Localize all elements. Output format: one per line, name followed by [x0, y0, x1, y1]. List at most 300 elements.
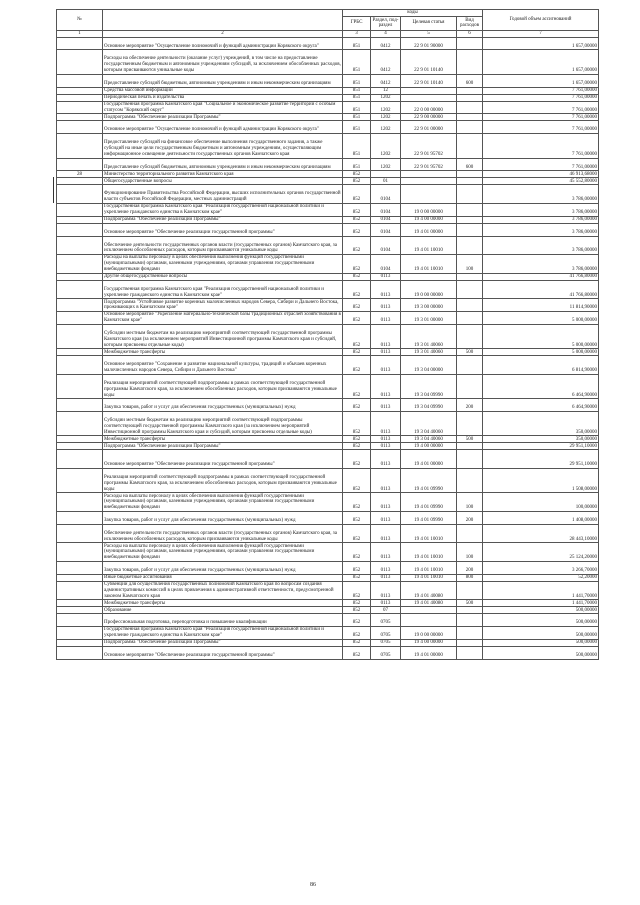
row-target-article: 19 4 00 00000 [401, 443, 457, 450]
row-target-article: 19 4 00 00000 [401, 216, 457, 223]
row-amount: 1 657,00000 [483, 74, 599, 87]
row-expense-type [457, 412, 483, 436]
row-grbs: 851 [343, 121, 371, 134]
row-name: Расходы на выплаты персоналу в целях обеспечения выполнения функций государственными (муниципальными) органами, казенными учреждениями, органами управления государственными внебюджетными фондами [103, 493, 343, 512]
table-row [57, 469, 599, 493]
row-expense-type [457, 101, 483, 114]
row-grbs: 852 [343, 399, 371, 412]
row-expense-type [457, 185, 483, 204]
row-target-article: 19 0 00 00000 [401, 280, 457, 299]
row-target-article: 22 0 00 00000 [401, 101, 457, 114]
row-target-article: 22 9 01 95702 [401, 134, 457, 158]
row-amount: 5 000,00000 [483, 324, 599, 348]
row-target-article: 22 9 00 00000 [401, 114, 457, 121]
row-number [57, 216, 103, 223]
row-name: Функционирование Правительства Российской Федерации, высших исполнительных органов государственной власти субъектов Российской Федерации, местных администраций [103, 185, 343, 204]
row-target-article [401, 607, 457, 614]
table-row [57, 114, 599, 121]
row-amount: 500,00000 [483, 607, 599, 614]
row-section: 0113 [371, 493, 401, 512]
row-name: Предоставление субсидий бюджетным, автономным учреждениям и иным некоммерческим организациям [103, 74, 343, 87]
row-name: Закупка товаров, работ и услуг для обеспечения государственных (муниципальных) нужд [103, 399, 343, 412]
header-index: 3 [343, 30, 371, 37]
table-row [57, 512, 599, 525]
row-grbs: 852 [343, 412, 371, 436]
row-grbs: 851 [343, 50, 371, 74]
table-row [57, 581, 599, 600]
row-section: 0104 [371, 216, 401, 223]
row-section: 0113 [371, 299, 401, 312]
row-section: 0113 [371, 312, 401, 325]
table-row [57, 374, 599, 398]
row-amount: 41 766,80000 [483, 273, 599, 280]
row-target-article: 19 3 04 00000 [401, 356, 457, 375]
row-expense-type [457, 273, 483, 280]
row-section: 0113 [371, 450, 401, 469]
table-row [57, 236, 599, 255]
row-expense-type [457, 443, 483, 450]
header-name [103, 10, 343, 31]
table-row [57, 524, 599, 543]
row-expense-type [457, 87, 483, 94]
row-grbs: 852 [343, 436, 371, 443]
row-expense-type [457, 524, 483, 543]
row-grbs: 852 [343, 356, 371, 375]
row-expense-type [457, 324, 483, 348]
row-section: 0113 [371, 349, 401, 356]
row-target-article: 19 3 01 40060 [401, 324, 457, 348]
header-index: 1 [57, 30, 103, 37]
row-section: 01 [371, 178, 401, 185]
header-index: 5 [401, 30, 457, 37]
row-grbs: 852 [343, 299, 371, 312]
row-expense-type [457, 640, 483, 647]
row-expense-type: 600 [457, 158, 483, 171]
row-number [57, 469, 103, 493]
row-number [57, 121, 103, 134]
row-target-article: 19 4 01 10010 [401, 236, 457, 255]
header-target: Целевая статья [401, 16, 457, 30]
row-expense-type: 500 [457, 349, 483, 356]
row-number [57, 356, 103, 375]
row-section: 0113 [371, 469, 401, 493]
row-amount: 46 913,68000 [483, 171, 599, 178]
row-expense-type: 200 [457, 562, 483, 575]
table-row [57, 94, 599, 101]
row-grbs: 852 [343, 203, 371, 216]
row-name: Расходы на выплаты персоналу в целях обеспечения выполнения функций государственными (муниципальными) органами, казенными учреждениями, органами управления государственными внебюджетными фондами [103, 255, 343, 274]
row-expense-type [457, 121, 483, 134]
row-section: 0113 [371, 600, 401, 607]
row-section: 1202 [371, 134, 401, 158]
row-expense-type [457, 94, 483, 101]
page-number: 86 [310, 882, 316, 888]
row-section: 0104 [371, 236, 401, 255]
row-amount: 28 443,10000 [483, 524, 599, 543]
table-row [57, 543, 599, 562]
table-body [57, 37, 599, 659]
row-grbs: 852 [343, 581, 371, 600]
row-number [57, 607, 103, 614]
table-row [57, 312, 599, 325]
row-amount: 6 814,90000 [483, 356, 599, 375]
row-amount: 1 441,70000 [483, 600, 599, 607]
row-grbs: 852 [343, 543, 371, 562]
row-number [57, 94, 103, 101]
row-grbs: 852 [343, 469, 371, 493]
row-target-article: 19 3 04 09990 [401, 374, 457, 398]
row-name: Периодическая печать и издательства [103, 94, 343, 101]
row-amount: 500,00000 [483, 627, 599, 640]
row-name: Подпрограмма "Обеспечение реализации Программы" [103, 443, 343, 450]
row-target-article: 19 4 01 10010 [401, 574, 457, 581]
row-expense-type [457, 647, 483, 660]
row-section: 0104 [371, 255, 401, 274]
row-target-article: 19 3 01 00000 [401, 312, 457, 325]
table-row [57, 600, 599, 607]
budget-table [56, 9, 599, 660]
row-number [57, 627, 103, 640]
row-section: 0705 [371, 647, 401, 660]
row-name: Иные бюджетные ассигнования [103, 574, 343, 581]
row-expense-type: 100 [457, 255, 483, 274]
row-number: 28 [57, 171, 103, 178]
table-row [57, 299, 599, 312]
row-name: Расходы на обеспечение деятельности (оказание услуг) учреждений, в том числе на предоставление государственным бюджетным и автономным учреждениям субсидий, за исключением обособленных расходов, которым присваиваются уникальные коды [103, 50, 343, 74]
row-section: 0113 [371, 412, 401, 436]
margin-mark [53, 177, 54, 203]
row-number [57, 185, 103, 204]
row-expense-type: 100 [457, 493, 483, 512]
row-target-article: 22 9 01 10140 [401, 74, 457, 87]
row-number [57, 134, 103, 158]
row-expense-type [457, 114, 483, 121]
row-section: 1202 [371, 114, 401, 121]
row-name: Основное мероприятие "Сохранение и развитие национальной культуры, традиций и обычаев коренных малочисленных народов Севера, Сибири и Дальнего Востока" [103, 356, 343, 375]
row-expense-type [457, 627, 483, 640]
header-index-row [57, 30, 599, 37]
row-grbs: 851 [343, 94, 371, 101]
row-number [57, 524, 103, 543]
row-amount: 500,00000 [483, 640, 599, 647]
row-amount: 100,00000 [483, 493, 599, 512]
header-index: 2 [103, 30, 343, 37]
row-expense-type: 200 [457, 399, 483, 412]
row-amount: 1 657,00000 [483, 37, 599, 50]
row-number [57, 236, 103, 255]
table-row [57, 121, 599, 134]
header-index: 6 [457, 30, 483, 37]
table-row [57, 216, 599, 223]
row-number [57, 203, 103, 216]
row-amount: 350,00000 [483, 436, 599, 443]
table-row [57, 574, 599, 581]
row-name: Другие общегосударственные вопросы [103, 273, 343, 280]
row-target-article: 22 9 01 00000 [401, 121, 457, 134]
header-grbs: ГРБС [343, 16, 371, 30]
row-grbs: 852 [343, 562, 371, 575]
row-expense-type: 800 [457, 574, 483, 581]
row-number [57, 280, 103, 299]
row-target-article [401, 178, 457, 185]
row-name: Закупка товаров, работ и услуг для обеспечения государственных (муниципальных) нужд [103, 512, 343, 525]
table-row [57, 640, 599, 647]
table-row [57, 450, 599, 469]
table-row [57, 178, 599, 185]
row-amount: 3 786,00000 [483, 236, 599, 255]
row-expense-type [457, 469, 483, 493]
row-number [57, 443, 103, 450]
row-grbs: 852 [343, 223, 371, 236]
table-row [57, 37, 599, 50]
row-number [57, 178, 103, 185]
row-name: Предоставление субсидий на финансовое обеспечение выполнения государственного задания, а также субсидий на иные цели государственным бюджетным и автономным учреждениям, осуществляющим информационное освещение деятельности государственных органов Камчатского края [103, 134, 343, 158]
row-number [57, 574, 103, 581]
row-name: Подпрограмма "Обеспечение реализации Программы" [103, 640, 343, 647]
table-row [57, 436, 599, 443]
row-expense-type: 200 [457, 512, 483, 525]
row-name: Средства массовой информации [103, 87, 343, 94]
row-number [57, 640, 103, 647]
row-target-article: 19 4 01 09990 [401, 469, 457, 493]
row-grbs: 852 [343, 627, 371, 640]
row-amount: 41 766,80000 [483, 280, 599, 299]
row-name: Образование [103, 607, 343, 614]
row-amount: 29 951,10000 [483, 443, 599, 450]
row-target-article: 19 3 04 40060 [401, 412, 457, 436]
row-number [57, 647, 103, 660]
row-amount: 7 761,00000 [483, 134, 599, 158]
row-name: Межбюджетные трансферты [103, 436, 343, 443]
row-expense-type [457, 312, 483, 325]
row-name: Межбюджетные трансферты [103, 600, 343, 607]
table-row [57, 203, 599, 216]
row-grbs: 852 [343, 443, 371, 450]
row-section: 0113 [371, 436, 401, 443]
row-number [57, 512, 103, 525]
row-section: 0113 [371, 443, 401, 450]
row-amount: 11 814,90000 [483, 299, 599, 312]
row-amount: 3 786,00000 [483, 216, 599, 223]
table-row [57, 627, 599, 640]
row-section: 0412 [371, 50, 401, 74]
row-amount: 7 761,00000 [483, 114, 599, 121]
row-target-article: 22 9 01 10140 [401, 50, 457, 74]
row-number [57, 399, 103, 412]
row-grbs: 851 [343, 74, 371, 87]
row-amount: 7 761,00000 [483, 94, 599, 101]
row-expense-type [457, 236, 483, 255]
row-amount: 500,00000 [483, 647, 599, 660]
row-amount: 25 124,20000 [483, 543, 599, 562]
row-expense-type: 500 [457, 600, 483, 607]
table-row [57, 87, 599, 94]
row-name: Межбюджетные трансферты [103, 349, 343, 356]
row-grbs: 851 [343, 134, 371, 158]
row-name: Субсидии местным бюджетам на реализацию мероприятий соответствующей подпрограммы соответствующей государственной программы Камчатского края (за исключением мероприятий Инвестиционной программы Камчатского края и субсидий, которым присвоены отдельные коды) [103, 412, 343, 436]
row-expense-type: 500 [457, 436, 483, 443]
row-expense-type: 100 [457, 543, 483, 562]
row-expense-type [457, 50, 483, 74]
table-row [57, 607, 599, 614]
row-number [57, 436, 103, 443]
table-row [57, 349, 599, 356]
row-amount: 1 657,00000 [483, 50, 599, 74]
row-grbs: 852 [343, 524, 371, 543]
table-row [57, 50, 599, 74]
table-row [57, 280, 599, 299]
row-expense-type [457, 374, 483, 398]
row-grbs: 852 [343, 236, 371, 255]
row-expense-type [457, 37, 483, 50]
row-grbs: 852 [343, 178, 371, 185]
row-section: 12 [371, 87, 401, 94]
row-amount: 3 786,00000 [483, 255, 599, 274]
row-target-article: 19 4 01 10010 [401, 562, 457, 575]
row-number [57, 600, 103, 607]
header-num: № [57, 10, 103, 31]
row-amount: 7 761,00000 [483, 87, 599, 94]
row-grbs: 852 [343, 374, 371, 398]
row-grbs: 852 [343, 614, 371, 627]
row-number [57, 562, 103, 575]
row-expense-type [457, 356, 483, 375]
row-grbs: 851 [343, 101, 371, 114]
row-section: 0104 [371, 223, 401, 236]
row-target-article: 19 4 00 00000 [401, 640, 457, 647]
row-grbs: 851 [343, 114, 371, 121]
row-target-article: 19 0 00 00000 [401, 203, 457, 216]
row-name: Обеспечение деятельности государственных органов власти (государственных органов) Камчатского края, за исключением обособленных расходов, которым присваиваются уникальные коды [103, 236, 343, 255]
row-section: 0113 [371, 574, 401, 581]
row-name: Подпрограмма "Устойчивое развитие коренных малочисленных народов Севера, Сибири и Дальнего Востока, проживающих в Камчатском крае" [103, 299, 343, 312]
row-name: Основное мероприятие "Осуществление полномочий и функций администрации Корякского округа" [103, 37, 343, 50]
row-name: Субсидии местным бюджетам на реализацию мероприятий соответствующей государственной программы Камчатского края (за исключением мероприятий Инвестиционной программы Камчатского края и субсидий, которым присвоены отдельные коды) [103, 324, 343, 348]
row-target-article: 19 4 01 10010 [401, 524, 457, 543]
row-expense-type [457, 299, 483, 312]
table-row [57, 412, 599, 436]
row-expense-type [457, 134, 483, 158]
row-expense-type [457, 203, 483, 216]
table-row [57, 324, 599, 348]
row-number [57, 581, 103, 600]
row-number [57, 158, 103, 171]
header-vr: Вид расходов [457, 16, 483, 30]
row-amount: 52,20000 [483, 574, 599, 581]
row-target-article: 22 9 01 90000 [401, 37, 457, 50]
row-grbs: 852 [343, 647, 371, 660]
row-number [57, 324, 103, 348]
row-amount: 7 761,00000 [483, 121, 599, 134]
row-target-article: 19 0 00 00000 [401, 627, 457, 640]
row-target-article: 19 4 01 00000 [401, 223, 457, 236]
row-name: Профессиональная подготовка, переподготовка и повышение квалификации [103, 614, 343, 627]
row-expense-type [457, 223, 483, 236]
row-grbs: 852 [343, 312, 371, 325]
row-name: Основное мероприятие "Обеспечение реализации государственной программы" [103, 647, 343, 660]
row-name: Подпрограмма "Обеспечение реализации Программы" [103, 216, 343, 223]
row-grbs: 852 [343, 280, 371, 299]
row-section: 0705 [371, 627, 401, 640]
row-name: Закупка товаров, работ и услуг для обеспечения государственных (муниципальных) нужд [103, 562, 343, 575]
row-number [57, 74, 103, 87]
row-expense-type [457, 450, 483, 469]
row-expense-type [457, 171, 483, 178]
row-section: 0104 [371, 203, 401, 216]
row-target-article: 19 4 01 40080 [401, 600, 457, 607]
row-target-article: 19 4 01 40080 [401, 581, 457, 600]
row-name: Основное мероприятие "Обеспечение реализации государственной программы" [103, 450, 343, 469]
row-section: 0705 [371, 640, 401, 647]
row-grbs: 851 [343, 87, 371, 94]
row-expense-type: 600 [457, 74, 483, 87]
row-target-article: 19 4 01 09990 [401, 493, 457, 512]
row-expense-type [457, 178, 483, 185]
row-target-article [401, 171, 457, 178]
row-amount: 6 464,90000 [483, 374, 599, 398]
row-grbs: 851 [343, 37, 371, 50]
row-section: 0113 [371, 356, 401, 375]
row-amount: 29 951,10000 [483, 450, 599, 469]
row-section: 0113 [371, 512, 401, 525]
row-expense-type [457, 581, 483, 600]
row-grbs: 852 [343, 640, 371, 647]
table-row [57, 273, 599, 280]
row-section: 0113 [371, 399, 401, 412]
row-target-article: 19 3 00 00000 [401, 299, 457, 312]
row-grbs: 852 [343, 600, 371, 607]
row-number [57, 37, 103, 50]
header-index: 4 [371, 30, 401, 37]
row-section [371, 171, 401, 178]
row-number [57, 312, 103, 325]
row-name: Государственная программа Камчатского края "Реализация государственной национальной политики и укрепление гражданского единства в Камчатском крае" [103, 203, 343, 216]
row-amount: 3 786,00000 [483, 223, 599, 236]
row-name: Основное мероприятие "Обеспечение реализации государственной программы" [103, 223, 343, 236]
row-amount: 7 761,00000 [483, 101, 599, 114]
row-section: 0705 [371, 614, 401, 627]
header-index: 7 [483, 30, 599, 37]
row-target-article: 19 3 01 40060 [401, 349, 457, 356]
row-section: 0104 [371, 185, 401, 204]
row-target-article [401, 185, 457, 204]
row-target-article: 19 4 01 00000 [401, 647, 457, 660]
table-row [57, 356, 599, 375]
row-grbs: 852 [343, 324, 371, 348]
row-expense-type [457, 280, 483, 299]
table-row [57, 185, 599, 204]
table-row [57, 647, 599, 660]
row-name: Подпрограмма "Обеспечение реализации Программы" [103, 114, 343, 121]
row-amount: 500,00000 [483, 614, 599, 627]
row-section: 0113 [371, 374, 401, 398]
row-number [57, 349, 103, 356]
header-sum: Годовой объем ассигнований [483, 10, 599, 31]
row-number [57, 543, 103, 562]
table-row [57, 399, 599, 412]
row-target-article [401, 614, 457, 627]
row-name: Основное мероприятие "Укрепление материально-технической базы традиционных отраслей хозяйствования в Камчатском крае" [104, 312, 341, 324]
row-target-article: 22 9 01 95702 [401, 158, 457, 171]
row-name: Общегосударственные вопросы [103, 178, 343, 185]
row-amount: 6 464,90000 [483, 399, 599, 412]
row-section: 0113 [371, 562, 401, 575]
row-section: 0113 [371, 524, 401, 543]
row-amount: 1 508,00000 [483, 469, 599, 493]
row-target-article [401, 87, 457, 94]
row-number [57, 374, 103, 398]
row-name: Субвенции для осуществления государственных полномочий Камчатского края по вопросам создания административных комиссий в целях привлечения к административной ответственности, предусмотренной законом Камчатского края [103, 581, 343, 600]
